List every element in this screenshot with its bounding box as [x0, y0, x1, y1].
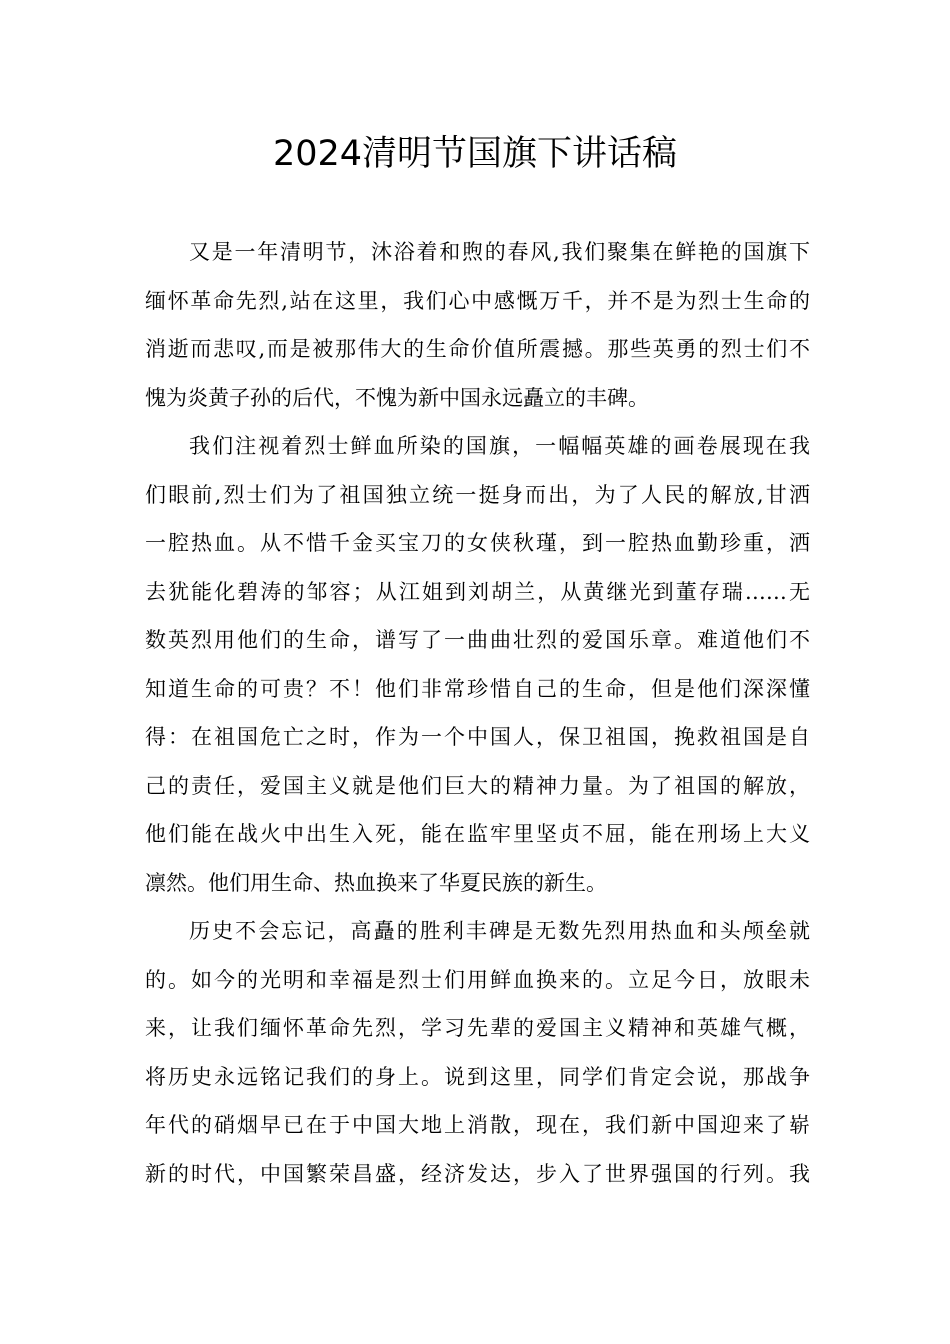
- paragraph-2-line-8: 己的责任，爱国主义就是他们巨大的精神力量。为了祖国的解放，: [145, 773, 810, 798]
- document-title: 2024清明节国旗下讲话稿: [272, 134, 678, 174]
- paragraph-1-line-2: 缅怀革命先烈,站在这里，我们心中感慨万千，并不是为烈士生命的: [145, 288, 810, 313]
- paragraph-3-line-1: 历史不会忘记，高矗的胜利丰碑是无数先烈用热血和头颅垒就: [189, 919, 810, 943]
- paragraph-2-line-9: 他们能在战火中出生入死，能在监牢里坚贞不屈，能在刑场上大义: [145, 822, 810, 846]
- paragraph-2-line-6: 知道生命的可贵？不！他们非常珍惜自己的生命，但是他们深深懂: [145, 676, 810, 701]
- paragraph-1-line-3: 消逝而悲叹,而是被那伟大的生命价值所震撼。那些英勇的烈士们不: [145, 337, 810, 361]
- paragraph-3-line-3: 来，让我们缅怀革命先烈，学习先辈的爱国主义精神和英雄气概，: [145, 1016, 810, 1040]
- paragraph-3-line-4: 将历史永远铭记我们的身上。说到这里，同学们肯定会说，那战争: [145, 1064, 810, 1089]
- paragraph-3-line-6: 新的时代，中国繁荣昌盛，经济发达，步入了世界强国的行列。我: [145, 1161, 810, 1186]
- paragraph-3-line-5: 年代的硝烟早已在于中国大地上消散，现在，我们新中国迎来了崭: [145, 1113, 810, 1137]
- paragraph-3-line-2: 的。如今的光明和幸福是烈士们用鲜血换来的。立足今日，放眼未: [145, 967, 810, 992]
- paragraph-2-line-10: 凛然。他们用生命、热血换来了华夏民族的新生。: [145, 870, 607, 895]
- paragraph-2-line-3: 一腔热血。从不惜千金买宝刀的女侠秋瑾，到一腔热血勤珍重，洒: [145, 531, 810, 555]
- paragraph-2-line-1: 我们注视着烈士鲜血所染的国旗，一幅幅英雄的画卷展现在我: [189, 434, 810, 458]
- paragraph-2-line-5: 数英烈用他们的生命，谱写了一曲曲壮烈的爱国乐章。难道他们不: [145, 628, 810, 652]
- paragraph-2-line-2: 们眼前,烈士们为了祖国独立统一挺身而出，为了人民的解放,甘洒: [145, 482, 810, 507]
- document-body: [145, 228, 810, 1198]
- paragraph-2-line-7: 得：在祖国危亡之时，作为一个中国人，保卫祖国，挽救祖国是自: [145, 725, 810, 749]
- paragraph-2-line-4: 去犹能化碧涛的邹容；从江姐到刘胡兰，从黄继光到董存瑞……无: [145, 579, 810, 604]
- paragraph-1-line-1: 又是一年清明节，沐浴着和煦的春风,我们聚集在鲜艳的国旗下: [189, 240, 810, 264]
- paragraph-1-line-4: 愧为炎黄子孙的后代，不愧为新中国永远矗立的丰碑。: [145, 385, 649, 410]
